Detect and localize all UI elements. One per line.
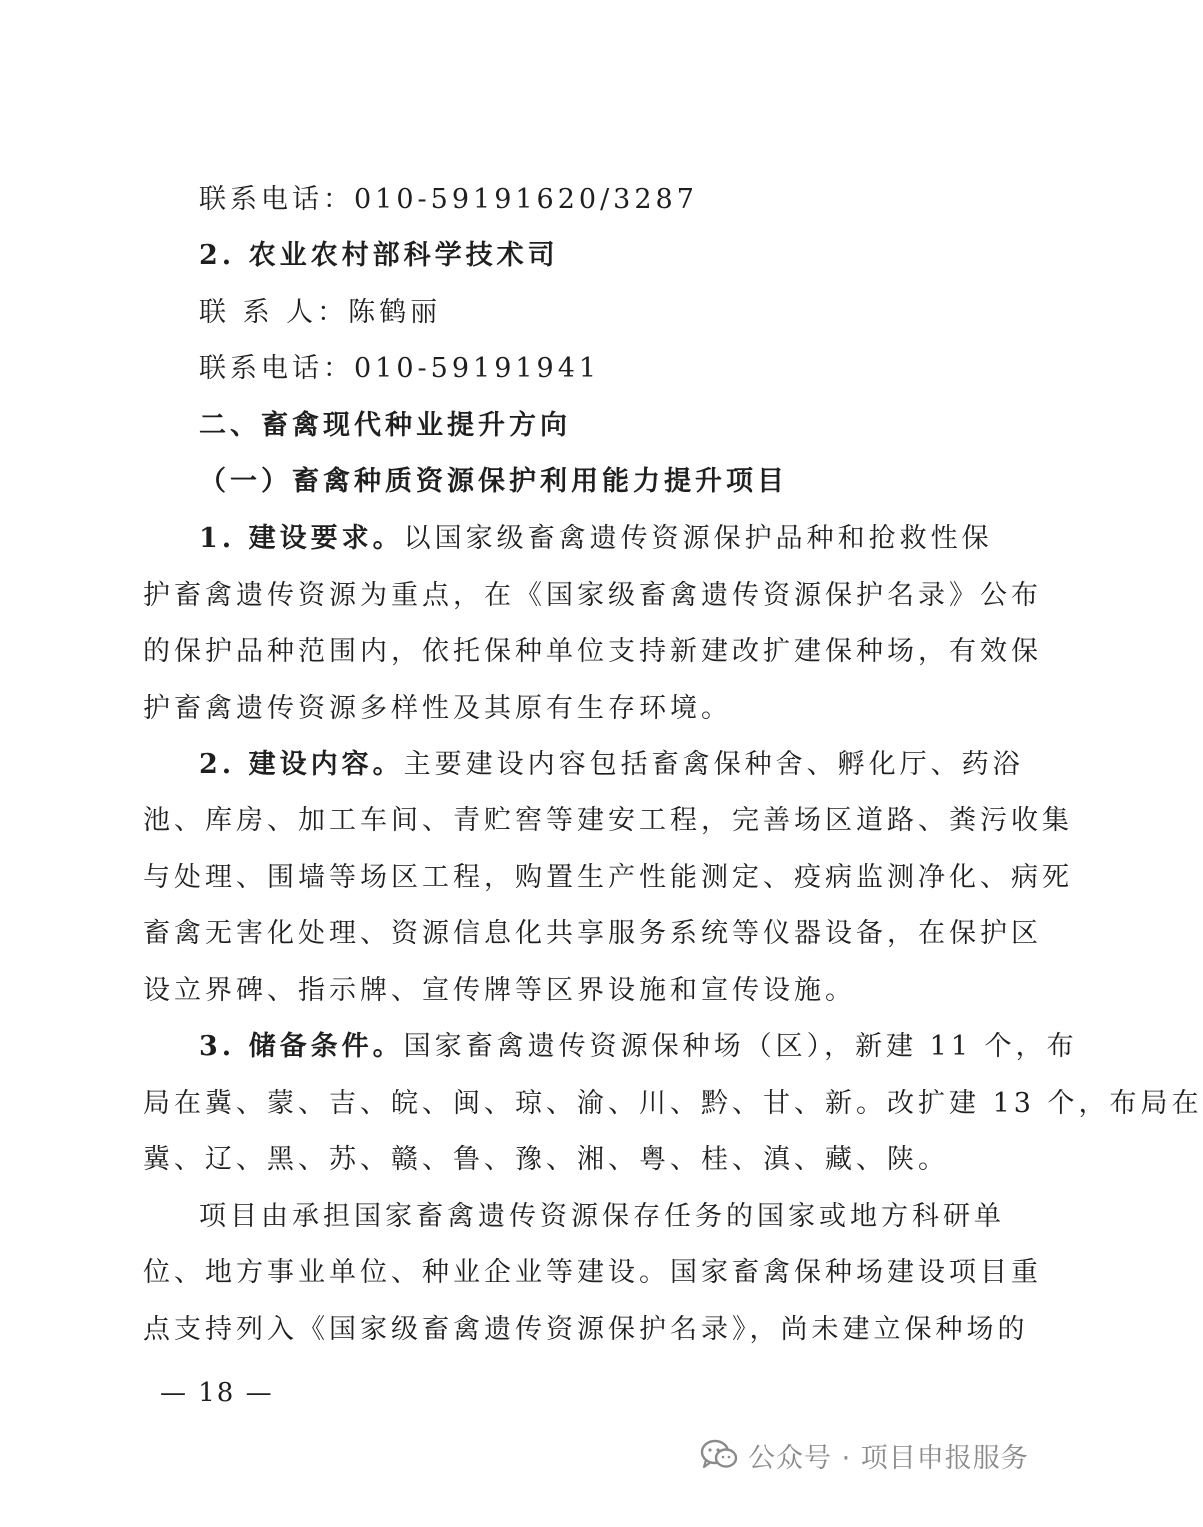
contact-person-2: 联 系 人：陈鹤丽 — [199, 297, 442, 328]
item1-line-1 — [199, 521, 993, 557]
item2-label: 2. 建设内容。 — [199, 749, 404, 780]
section-heading: 二、畜禽现代种业提升方向 — [199, 410, 571, 441]
item2-line-1 — [199, 747, 1024, 783]
item3-line-2: 局在冀、蒙、吉、皖、闽、琼、渝、川、黔、甘、新。改扩建 13 个，布局在 — [143, 1088, 1203, 1119]
item1-label: 1. 建设要求。 — [199, 523, 404, 554]
contact-phone-2: 联系电话：010-59191941 — [199, 353, 601, 384]
item3-line-1 — [199, 1029, 1078, 1065]
page-number: — 18 — — [160, 1378, 274, 1408]
item2-text-1: 主要建设内容包括畜禽保种舍、孵化厅、药浴 — [403, 749, 1024, 780]
item3-label: 3. 储备条件。 — [199, 1031, 404, 1062]
para4-line-1: 项目由承担国家畜禽遗传资源保存任务的国家或地方科研单 — [199, 1201, 1005, 1232]
item1-line-2: 护畜禽遗传资源为重点，在《国家级畜禽遗传资源保护名录》公布 — [143, 580, 1042, 611]
item1-line-4: 护畜禽遗传资源多样性及其原有生存环境。 — [143, 693, 732, 724]
contact-phone-1: 联系电话：010-59191620/3287 — [199, 184, 698, 215]
item1-line-3: 的保护品种范围内，依托保种单位支持新建改扩建保种场，有效保 — [143, 636, 1042, 667]
item1-text-1: 以国家级畜禽遗传资源保护品种和抢救性保 — [403, 523, 993, 554]
item3-text-1: 国家畜禽遗传资源保种场（区），新建 11 个，布 — [403, 1031, 1078, 1062]
item3-line-3: 冀、辽、黑、苏、赣、鲁、豫、湘、粤、桂、滇、藏、陕。 — [143, 1144, 949, 1175]
item2-line-5: 设立界碑、指示牌、宣传牌等区界设施和宣传设施。 — [143, 975, 856, 1006]
wechat-watermark — [700, 1432, 1029, 1478]
contact-org-2: 2. 农业农村部科学技术司 — [199, 240, 559, 271]
item2-line-3: 与处理、围墙等场区工程，购置生产性能测定、疫病监测净化、病死 — [143, 862, 1073, 893]
para4-line-3: 点支持列入《国家级畜禽遗传资源保护名录》，尚未建立保种场的 — [143, 1314, 1029, 1345]
para4-line-2: 位、地方事业单位、种业企业等建设。国家畜禽保种场建设项目重 — [143, 1257, 1042, 1288]
section-subheading: （一）畜禽种质资源保护利用能力提升项目 — [199, 466, 788, 497]
item2-line-2: 池、库房、加工车间、青贮窖等建安工程，完善场区道路、粪污收集 — [143, 805, 1073, 836]
wechat-icon — [700, 1439, 738, 1471]
watermark-text: 公众号 · 项目申报服务 — [748, 1442, 1029, 1474]
item2-line-4: 畜禽无害化处理、资源信息化共享服务系统等仪器设备，在保护区 — [143, 918, 1042, 949]
